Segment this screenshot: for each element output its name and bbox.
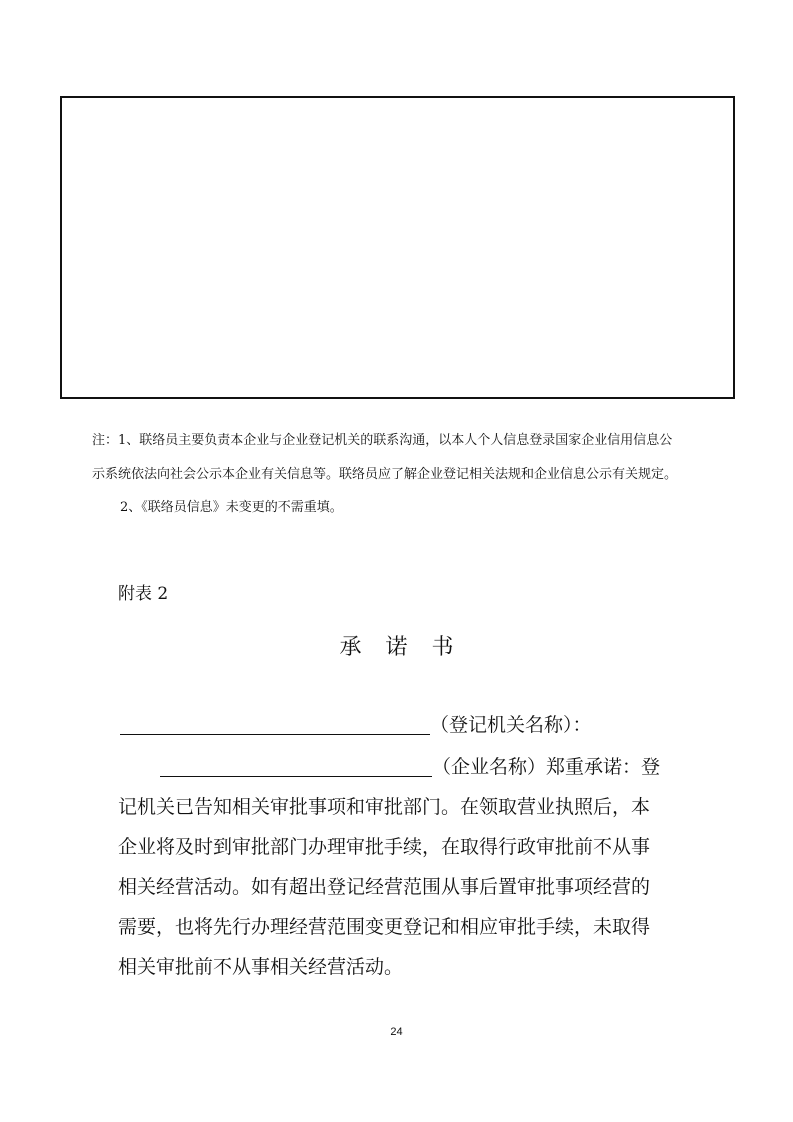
appendix-label: 附表 2: [118, 584, 169, 604]
promise-line-3: 相关经营活动。如有超出登记经营范围从事后置审批事项经营的: [118, 876, 651, 898]
authority-line: [120, 710, 592, 737]
enterprise-hint: （企业名称）郑重承诺：登: [432, 756, 661, 778]
document-title: 承诺书: [339, 635, 478, 660]
liaison-info-box: [60, 96, 735, 399]
authority-hint: （登记机关名称）：: [430, 714, 592, 736]
authority-name-blank[interactable]: [120, 714, 430, 735]
promise-line-1: 记机关已告知相关审批事项和审批部门。在领取营业执照后，本: [118, 796, 651, 818]
enterprise-name-blank[interactable]: [160, 756, 432, 777]
note-line-2: 示系统依法向社会公示本企业有关信息等。联络员应了解企业登记相关法规和企业信息公示有关规定。: [92, 467, 678, 482]
note-line-1: 注：1、联络员主要负责本企业与企业登记机关的联系沟通，以本人个人信息登录国家企业信用信息公: [92, 433, 673, 448]
enterprise-line: [160, 752, 660, 779]
promise-line-4: 需要，也将先行办理经营范围变更登记和相应审批手续，未取得: [118, 916, 651, 938]
promise-line-2: 企业将及时到审批部门办理审批手续，在取得行政审批前不从事: [118, 836, 651, 858]
page-number: 24: [390, 1026, 403, 1038]
note-line-3: 2、《联络员信息》未变更的不需重填。: [120, 500, 343, 515]
promise-line-5: 相关审批前不从事相关经营活动。: [118, 956, 404, 978]
